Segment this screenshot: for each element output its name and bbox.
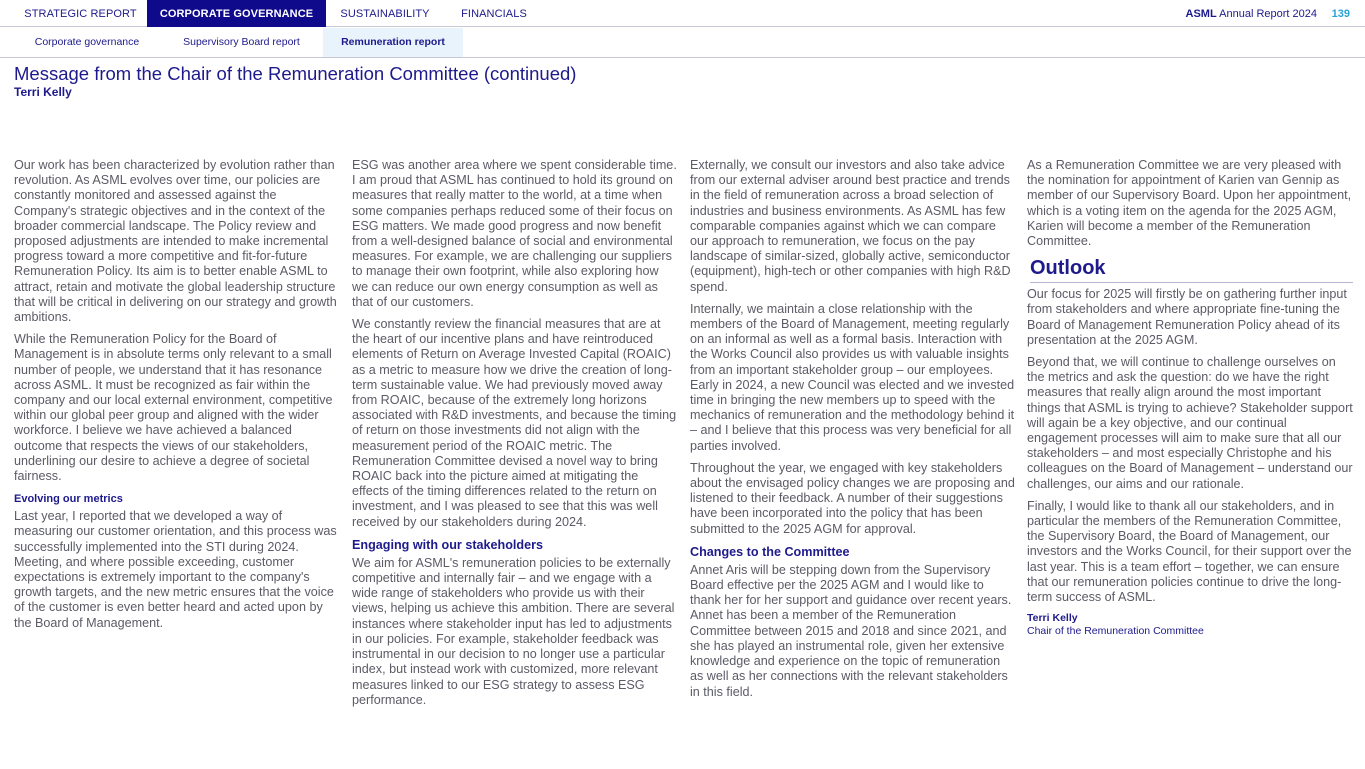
signature-name: Terri Kelly [1027, 612, 1078, 625]
paragraph: While the Remuneration Policy for the Board of Management is in absolute terms only relevant to a small number of people, we understand that it has resonance across ASML. It must be recognized as fair within the company and our local external environment, competitive within our global peer group and aligned with the wider workforce. I believe we have achieved a balanced outcome that respects the views of our stakeholders, underlining our desire to achieve a degree of societal fairness. [14, 332, 333, 484]
signature-role: Chair of the Remuneration Committee [1027, 625, 1204, 638]
section-heading-evolving-metrics: Evolving our metrics [14, 493, 123, 506]
page-author: Terri Kelly [14, 85, 72, 99]
tab-strategic-report[interactable]: STRATEGIC REPORT [24, 8, 137, 20]
brand-report-title: Annual Report 2024 [1216, 8, 1317, 20]
paragraph: ESG was another area where we spent considerable time. I am proud that ASML has continued to hold its ground on measures that really matter to the world, at a time when some companies perhaps reduced some of their focus on ESG matters. We made good progress and now benefit from a well-designed balance of social and environmental measures. For example, we are challenging our suppliers to manage their own footprint, while also exploring how we can reduce our own energy consumption as well as that of our customers. [352, 158, 677, 309]
top-navigation [0, 0, 1365, 27]
paragraph: We aim for ASML's remuneration policies to be externally competitive and internally fair – and we engage with a wide range of stakeholders who provide us with their views, helping us achieve this ambition. There are several instances where stakeholder input has led to adjustments in our policies. For example, stakeholder feedback was instrumental in our decision to no longer use a particular index, but instead work with customized, more relevant measures linked to our ESG strategy to assess ESG performance. [352, 555, 675, 707]
brand-name: ASML [1185, 8, 1217, 20]
section-heading-changes-committee: Changes to the Committee [690, 544, 850, 559]
sub-navigation [0, 28, 1365, 58]
page-title: Message from the Chair of the Remuneration Committee (continued) [14, 63, 577, 84]
subtab-remuneration-report[interactable]: Remuneration report [323, 28, 463, 57]
paragraph: We constantly review the financial measures that are at the heart of our incentive plans and have reintroduced elements of Return on Average Invested Capital (ROAIC) as a metric to measure how we drive the creation of long-term sustainable value. We had previously moved away from ROAIC, because of the extremely long horizons associated with R&D investments, and because the timing of return on those investments did not align with the measurement period of the ROAIC metric. The Remuneration Committee devised a novel way to bring ROAIC back into the picture aimed at mitigating the effects of the timing differences related to the return on investment, and I was pleased to see that this was well received by our stakeholders during 2024. [352, 317, 677, 529]
section-heading-engaging-stakeholders: Engaging with our stakeholders [352, 537, 544, 552]
column-1 [14, 158, 340, 638]
paragraph: Annet Aris will be stepping down from the Supervisory Board effective per the 2025 AGM and I would like to thank her for her support and guidance over recent years. Annet has been a member of the Remuneration Committee between 2015 and 2018 and since 2021, and she has played an instrumental role, given her extensive knowledge and experience on the topic of remuneration as well as her connections with the relevant stakeholders in this field. [690, 562, 1012, 699]
column-2 [352, 158, 678, 715]
paragraph: Our focus for 2025 will firstly be on gathering further input from stakeholders and where appropriate fine-tuning the Board of Management Remuneration Policy ahead of its presentation at the 2025 AGM. [1027, 287, 1347, 347]
tab-financials[interactable]: FINANCIALS [461, 8, 527, 20]
paragraph: As a Remuneration Committee we are very pleased with the nomination for appointment of Karien van Gennip as member of our Supervisory Board. Upon her appointment, which is a voting item on the agenda for the 2025 AGM, Karien will become a member of the Remuneration Committee. [1027, 158, 1352, 249]
column-4 [1027, 158, 1353, 638]
paragraph: Throughout the year, we engaged with key stakeholders about the envisaged policy changes we are proposing and listened to their feedback. A number of their suggestions have been incorporated into the policy that has been submitted to the 2025 AGM for approval. [690, 460, 1015, 536]
paragraph: Beyond that, we will continue to challenge ourselves on the metrics and ask the question: do we have the right measures that really align around the most important things that ASML is trying to achieve? Stakeholder support will again be a key objective, and our continual engagement processes will aim to make sure that all our stakeholders – and most especially Christophe and his colleagues on the Board of Management – understand our challenges, our aims and our rationale. [1027, 355, 1353, 491]
subtab-supervisory-board-report[interactable]: Supervisory Board report [183, 36, 300, 48]
section-heading-outlook: Outlook [1030, 256, 1353, 283]
report-brand [1186, 0, 1317, 27]
tab-corporate-governance[interactable]: CORPORATE GOVERNANCE [147, 0, 326, 27]
paragraph: Externally, we consult our investors and also take advice from our external adviser around best practice and trends in the field of remuneration across a broad selection of industries and business environments. As ASML has few comparable companies against which we can compare our approach to remuneration, we focus on the pay landscape of similar-sized, globally active, semiconductor (equipment), high-tech or other companies with high R&D spend. [690, 158, 1011, 294]
paragraph: Last year, I reported that we developed a way of measuring our customer orientation, and this process was successfully implemented into the STI during 2024. Meeting, and where possible exceeding, customer expectations is extremely important to the company's growth targets, and the new metric ensures that the voice of the customer is even better heard and acted upon by the Board of Management. [14, 509, 337, 630]
page-number: 139 [1331, 8, 1350, 20]
paragraph: Internally, we maintain a close relationship with the members of the Board of Management, meeting regularly on an informal as well as a formal basis. Interaction with the Works Council also provides us with valuable insights from an important stakeholder group – our employees. Early in 2024, a new Council was elected and we invested time in bringing the new members up to speed with the mechanics of remuneration and the methodology behind it – and I believe that this process was very beneficial for all parties involved. [690, 301, 1015, 453]
paragraph: Finally, I would like to thank all our stakeholders, and in particular the members of the Remuneration Committee, the Supervisory Board, the Board of Management, our investors and the Works Council, for their support over the last year. This is a team effort – together, we can ensure that our remuneration policies continue to drive the long-term success of ASML. [1027, 498, 1352, 605]
column-3 [690, 158, 1016, 707]
tab-sustainability[interactable]: SUSTAINABILITY [340, 8, 430, 20]
subtab-corporate-governance[interactable]: Corporate governance [34, 36, 140, 48]
paragraph: Our work has been characterized by evolution rather than revolution. As ASML evolves over time, our policies are constantly monitored and assessed against the Company's strategic objectives and in the context of the broader commercial landscape. The Policy review and proposed adjustments are intended to make incremental progress toward a more competitive and fit-for-future Remuneration Policy. Its aim is to better enable ASML to attract, retain and motivate the global leadership structure that will be critical in delivering on our strategy and growth ambitions. [14, 158, 337, 325]
